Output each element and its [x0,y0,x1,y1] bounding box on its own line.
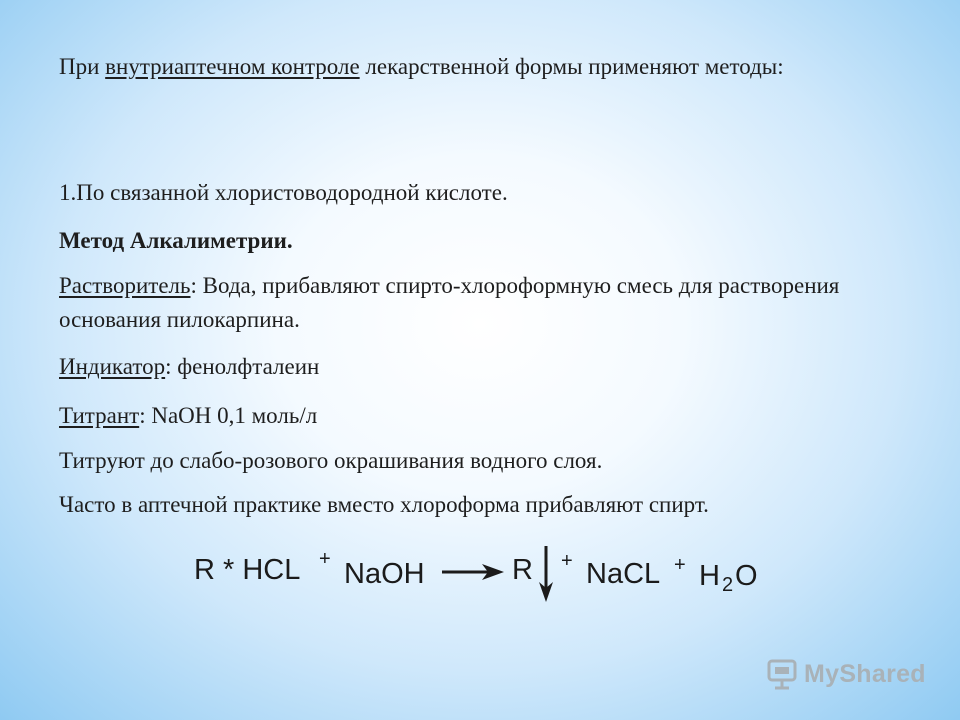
eq-h: H [699,560,720,592]
titrant-text: : NaOH 0,1 моль/л [139,403,318,428]
indicator-text: : фенолфталеин [165,354,320,379]
often-line: Часто в аптечной практике вместо хлороформа прибавляют спирт. [59,492,709,517]
watermark-text: MyShared [804,660,926,688]
eq-plus-1: + [319,548,331,570]
reaction-equation [194,540,784,610]
eq-plus-3: + [674,554,686,576]
intro-text-after: лекарственной формы применяют методы: [359,54,784,79]
intro-paragraph [59,50,919,84]
solvent-text: : Вода, прибавляют спирто-хлороформную смесь для растворения основания пилокарпина. [59,273,840,332]
indicator-line [59,350,919,384]
eq-o: O [735,560,758,592]
presentation-board-icon [766,658,798,690]
method-heading: Метод Алкалиметрии. [59,228,293,253]
precipitate-down-arrow-icon [537,546,555,602]
solvent-line [59,269,919,337]
titrate-line: Титруют до слабо-розового окрашивания водного слоя. [59,448,603,473]
myshared-watermark [766,656,936,696]
titrant-label: Титрант [59,403,140,428]
intro-underlined-term: внутриаптечном контроле [105,54,360,79]
eq-subscript-2: 2 [722,574,734,596]
intro-text-before: При [59,54,106,79]
eq-r-hcl: R * HCL [194,554,301,586]
eq-naoh: NaOH [344,558,425,590]
method-item-1: 1.По связанной хлористоводородной кислоте. [59,180,508,205]
eq-r: R [512,554,533,586]
eq-nacl: NaCL [586,558,661,590]
titrant-line [59,399,919,433]
solvent-label: Растворитель [59,273,191,298]
indicator-label: Индикатор [59,354,166,379]
reaction-arrow-icon [442,560,504,584]
eq-plus-2: + [561,550,573,572]
